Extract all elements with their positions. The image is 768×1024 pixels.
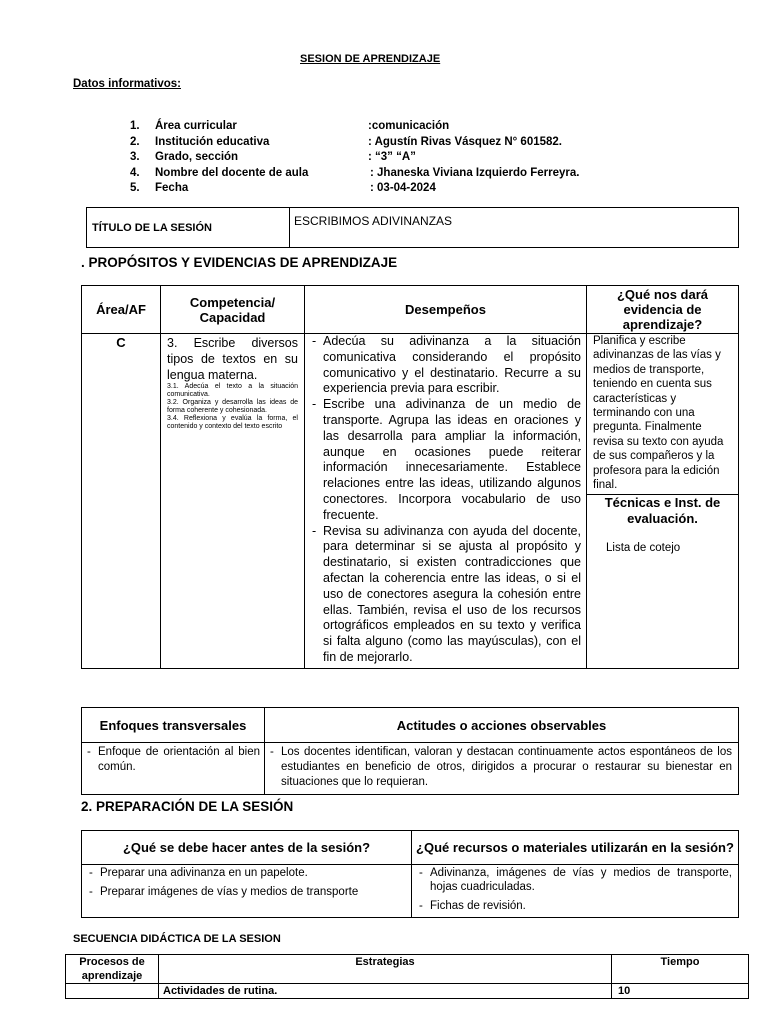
- info-value: : Agustín Rivas Vásquez N° 601582.: [368, 135, 562, 148]
- desempeno-item: - Escribe una adivinanza de un medio de transporte. Agrupa las ideas en oraciones y las desarrolla para ampliar la información, aunque en ocasiones puede reiterar información innecesariamente. Establece relaciones entre las ideas, utilizando algunos conectores. Incorpora vocabulario de uso frecuente.: [309, 397, 581, 523]
- secuencia-table: [65, 954, 749, 999]
- competencia-cell: [161, 334, 305, 669]
- info-value: : 03-04-2024: [370, 182, 436, 195]
- antes-cell: [82, 865, 412, 918]
- info-num: 4.: [130, 166, 140, 179]
- capacidad-item: 3.4. Reflexiona y evalúa la forma, el contenido y contexto del texto escrito: [167, 415, 298, 430]
- antes-item: - Preparar una adivinanza en un papelote.: [86, 866, 407, 881]
- capacidad-item: 3.2. Organiza y desarrolla las ideas de forma coherente y cohesionada.: [167, 399, 298, 414]
- info-num: 5.: [130, 182, 140, 195]
- info-label: Fecha: [155, 182, 189, 195]
- titulo-label: TÍTULO DE LA SESIÓN: [87, 208, 290, 248]
- header-enfoques: Enfoques transversales: [82, 708, 265, 743]
- propositos-table: [81, 285, 739, 669]
- area-value: C: [82, 334, 161, 669]
- info-label: Área curricular: [155, 120, 237, 132]
- section-propositos-heading: . PROPÓSITOS Y EVIDENCIAS DE APRENDIZAJE: [81, 255, 398, 270]
- secuencia-estrategia: Actividades de rutina.: [159, 984, 612, 999]
- tecnicas-header: Técnicas e Inst. de evaluación.: [604, 495, 721, 526]
- info-label: Institución educativa: [155, 135, 270, 148]
- actitud-cell: [265, 743, 739, 795]
- competencia-text: 3. Escribe diversos tipos de textos en su lengua materna.: [167, 336, 298, 382]
- antes-item: - Preparar imágenes de vías y medios de transporte: [86, 885, 407, 900]
- info-num: 1.: [130, 120, 140, 132]
- info-label: Grado, sección: [155, 151, 239, 164]
- info-num: 2.: [130, 135, 140, 148]
- capacidad-item: 3.1. Adecúa el texto a la situación comunicativa.: [167, 383, 298, 398]
- header-actitudes: Actitudes o acciones observables: [265, 708, 739, 743]
- header-desempenos: Desempeños: [305, 286, 587, 334]
- header-tiempo: Tiempo: [612, 955, 749, 984]
- info-value: : “3” “A”: [368, 151, 416, 164]
- document-title: SESION DE APRENDIZAJE: [300, 53, 441, 65]
- recursos-cell: [412, 865, 739, 918]
- evidencia-text: Planifica y escribe adivinanzas de las vías y medios de transporte, teniendo en cuenta sus características y terminando con una pregunta. Finalmente revisa su texto con ayuda de sus compañeros y la profesora para la edición final.: [587, 334, 739, 495]
- recursos-item: - Adivinanza, imágenes de vías y medios de transporte, hojas cuadriculadas.: [416, 866, 732, 894]
- secuencia-tiempo: 10: [612, 984, 749, 999]
- header-recursos: ¿Qué recursos o materiales utilizarán en la sesión?: [412, 831, 739, 865]
- info-value: :comunicación: [368, 120, 450, 132]
- titulo-value: ESCRIBIMOS ADIVINANZAS: [290, 208, 739, 248]
- section-preparacion-heading: 2. PREPARACIÓN DE LA SESIÓN: [81, 799, 294, 814]
- tecnicas-value: Lista de cotejo: [606, 542, 681, 554]
- info-value: : Jhaneska Viviana Izquierdo Ferreyra.: [370, 166, 580, 179]
- info-label: Nombre del docente de aula: [155, 166, 309, 179]
- datos-informativos-label: Datos informativos:: [73, 78, 181, 90]
- enfoque-text: - Enfoque de orientación al bien común.: [84, 745, 260, 775]
- tecnicas-cell: [587, 495, 739, 669]
- secuencia-title: SECUENCIA DIDÁCTICA DE LA SESION: [73, 933, 281, 945]
- enfoque-cell: [82, 743, 265, 795]
- header-evidencia: ¿Qué nos dará evidencia de aprendizaje?: [587, 286, 739, 334]
- desempeno-item: - Adecúa su adivinanza a la situación comunicativa considerando el propósito comunicativo y el destinatario. Recurre a su experiencia previa para escribir.: [309, 334, 581, 397]
- info-num: 3.: [130, 151, 140, 164]
- header-estrategias: Estrategias: [159, 955, 612, 984]
- enfoques-table: [81, 707, 739, 795]
- header-antes: ¿Qué se debe hacer antes de la sesión?: [82, 831, 412, 865]
- actitud-text: - Los docentes identifican, valoran y destacan continuamente actos espontáneos de los estudiantes en beneficio de otros, dirigidos a procurar o restaurar su bienestar en situaciones que lo requieran.: [267, 745, 732, 790]
- header-area: Área/AF: [82, 286, 161, 334]
- desempeno-item: - Revisa su adivinanza con ayuda del docente, para determinar si se ajusta al propósito y destinatario, si existen contradicciones que afectan la coherencia entre las ideas, o si el uso de conectores asegura la cohesión entre ellas. También, revisa el uso de los recursos ortográficos empleados en su texto y verifica si falta alguno (como las mayúsculas), con el fin de mejorarlo.: [309, 524, 581, 666]
- header-competencia: Competencia/ Capacidad: [161, 286, 305, 334]
- titulo-table: [86, 207, 739, 248]
- header-procesos: Procesos de aprendizaje: [66, 955, 159, 984]
- desempenos-cell: [305, 334, 587, 669]
- preparacion-table: [81, 830, 739, 918]
- secuencia-proceso: [66, 984, 159, 999]
- recursos-item: - Fichas de revisión.: [416, 899, 732, 913]
